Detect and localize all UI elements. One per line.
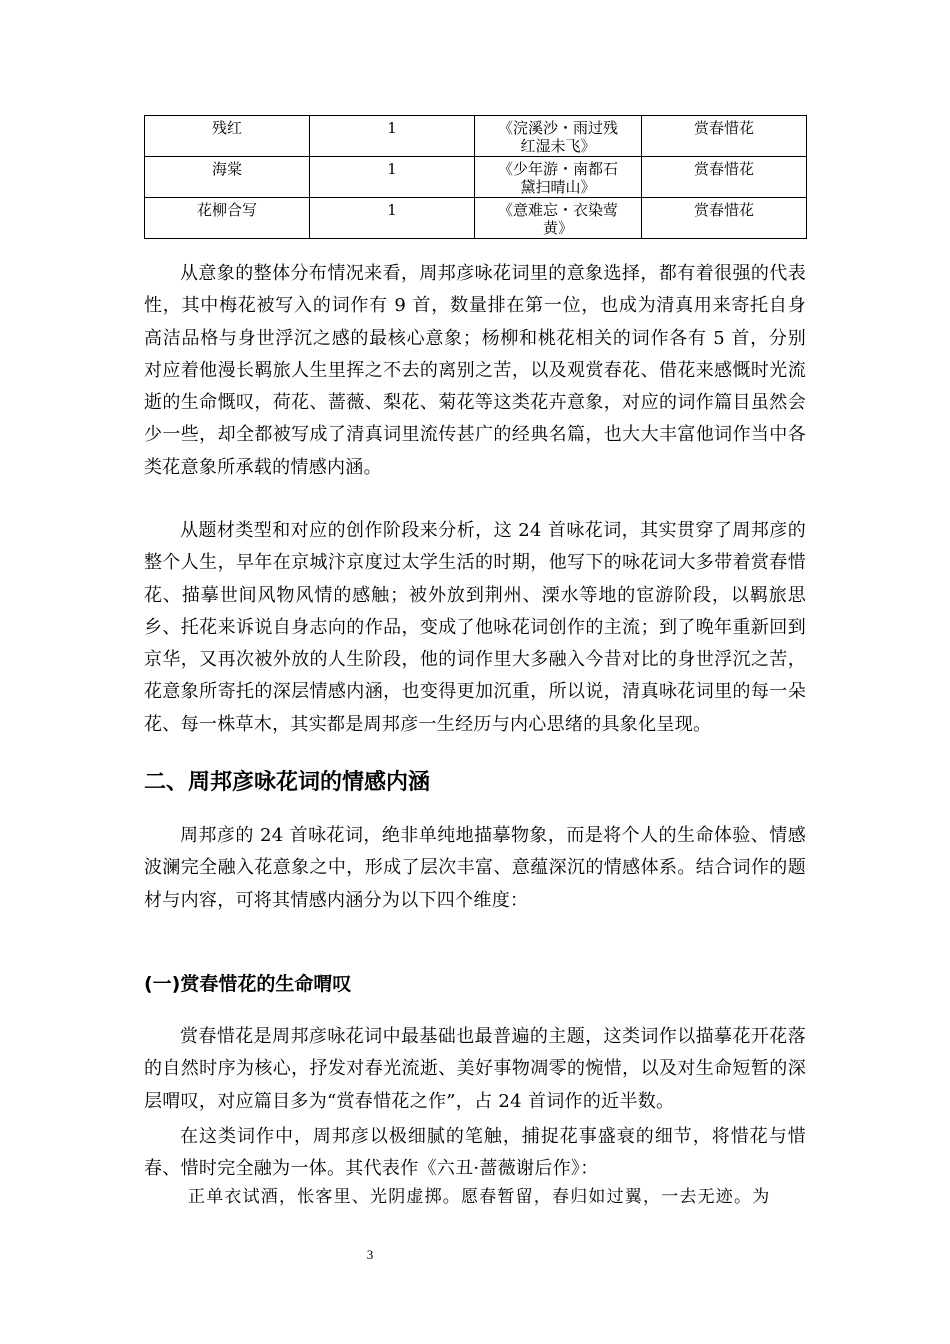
poem-quote: 正单衣试酒，怅客里、光阴虚掷。愿春暂留，春归如过翼，一去无迹。为 [188,1187,771,1207]
table-cell-theme: 赏春惜花 [642,157,807,198]
paragraph-section-intro: 周邦彦的 24 首咏花词，绝非单纯地描摹物象，而是将个人的生命体验、情感波澜完全融入花意象之中，形成了层次丰富、意蕴深沉的情感体系。结合词作的题材与内容，可将其情感内涵分为以下四个维度： [144,825,806,911]
table-cell-count: 1 [310,157,475,198]
table-row [145,116,807,157]
table-row [145,198,807,239]
table-row [145,157,807,198]
section-heading: 二、周邦彦咏花词的情感内涵 [144,770,431,795]
table-cell-flower: 花柳合写 [145,198,310,239]
table-cell-count: 1 [310,198,475,239]
flower-image-table [144,115,807,239]
table-cell-count: 1 [310,116,475,157]
table-cell-flower: 残红 [145,116,310,157]
table-cell-flower: 海棠 [145,157,310,198]
table-cell-title: 《少年游・南都石黛扫晴山》 [475,157,642,198]
paragraph-spring-theme: 赏春惜花是周邦彦咏花词中最基础也最普遍的主题，这类词作以描摹花开花落的自然时序为核心，抒发对春光流逝、美好事物凋零的惋惜，以及对生命短暂的深层喟叹，对应篇目多为“赏春惜花之作”，占 24 首词作的近半数。 [144,1026,806,1112]
table-cell-title: 《浣溪沙・雨过残红湿未飞》 [475,116,642,157]
page-number: 3 [366,1247,374,1262]
subsection-heading: (一)赏春惜花的生命喟叹 [144,973,352,995]
table-cell-theme: 赏春惜花 [642,116,807,157]
table-cell-theme: 赏春惜花 [642,198,807,239]
paragraph-creative-stages: 从题材类型和对应的创作阶段来分析，这 24 首咏花词，其实贯穿了周邦彦的整个人生，早年在京城汴京度过太学生活的时期，他写下的咏花词大多带着赏春惜花、描摹世间风物风情的感触；被外放到荆州、溧水等地的宦游阶段，以羁旅思乡、托花来诉说自身志向的作品，变成了他咏花词创作的主流；到了晚年重新回到京华，又再次被外放的人生阶段，他的词作里大多融入今昔对比的身世浮沉之苦，花意象所寄托的深层情感内涵，也变得更加沉重，所以说，清真咏花词里的每一朵花、每一株草木，其实都是周邦彦一生经历与内心思绪的具象化呈现。 [144,520,806,735]
paragraph-representative-work: 在这类词作中，周邦彦以极细腻的笔触，捕捉花事盛衰的细节，将惜花与惜春、惜时完全融为一体。其代表作《六丑·蔷薇谢后作》： [144,1126,806,1180]
table-cell-title: 《意难忘・衣染莺黄》 [475,198,642,239]
paragraph-image-distribution: 从意象的整体分布情况来看，周邦彦咏花词里的意象选择，都有着很强的代表性，其中梅花被写入的词作有 9 首，数量排在第一位，也成为清真用来寄托自身高洁品格与身世浮沉之感的最核心意象；杨柳和桃花相关的词作各有 5 首，分别对应着他漫长羁旅人生里挥之不去的离别之苦，以及观赏春花、借花来感慨时光流逝的生命慨叹，荷花、蔷薇、梨花、菊花等这类花卉意象，对应的词作篇目虽然会少一些，却全都被写成了清真词里流传甚广的经典名篇，也大大丰富他词作当中各类花意象所承载的情感内涵。 [144,263,806,478]
